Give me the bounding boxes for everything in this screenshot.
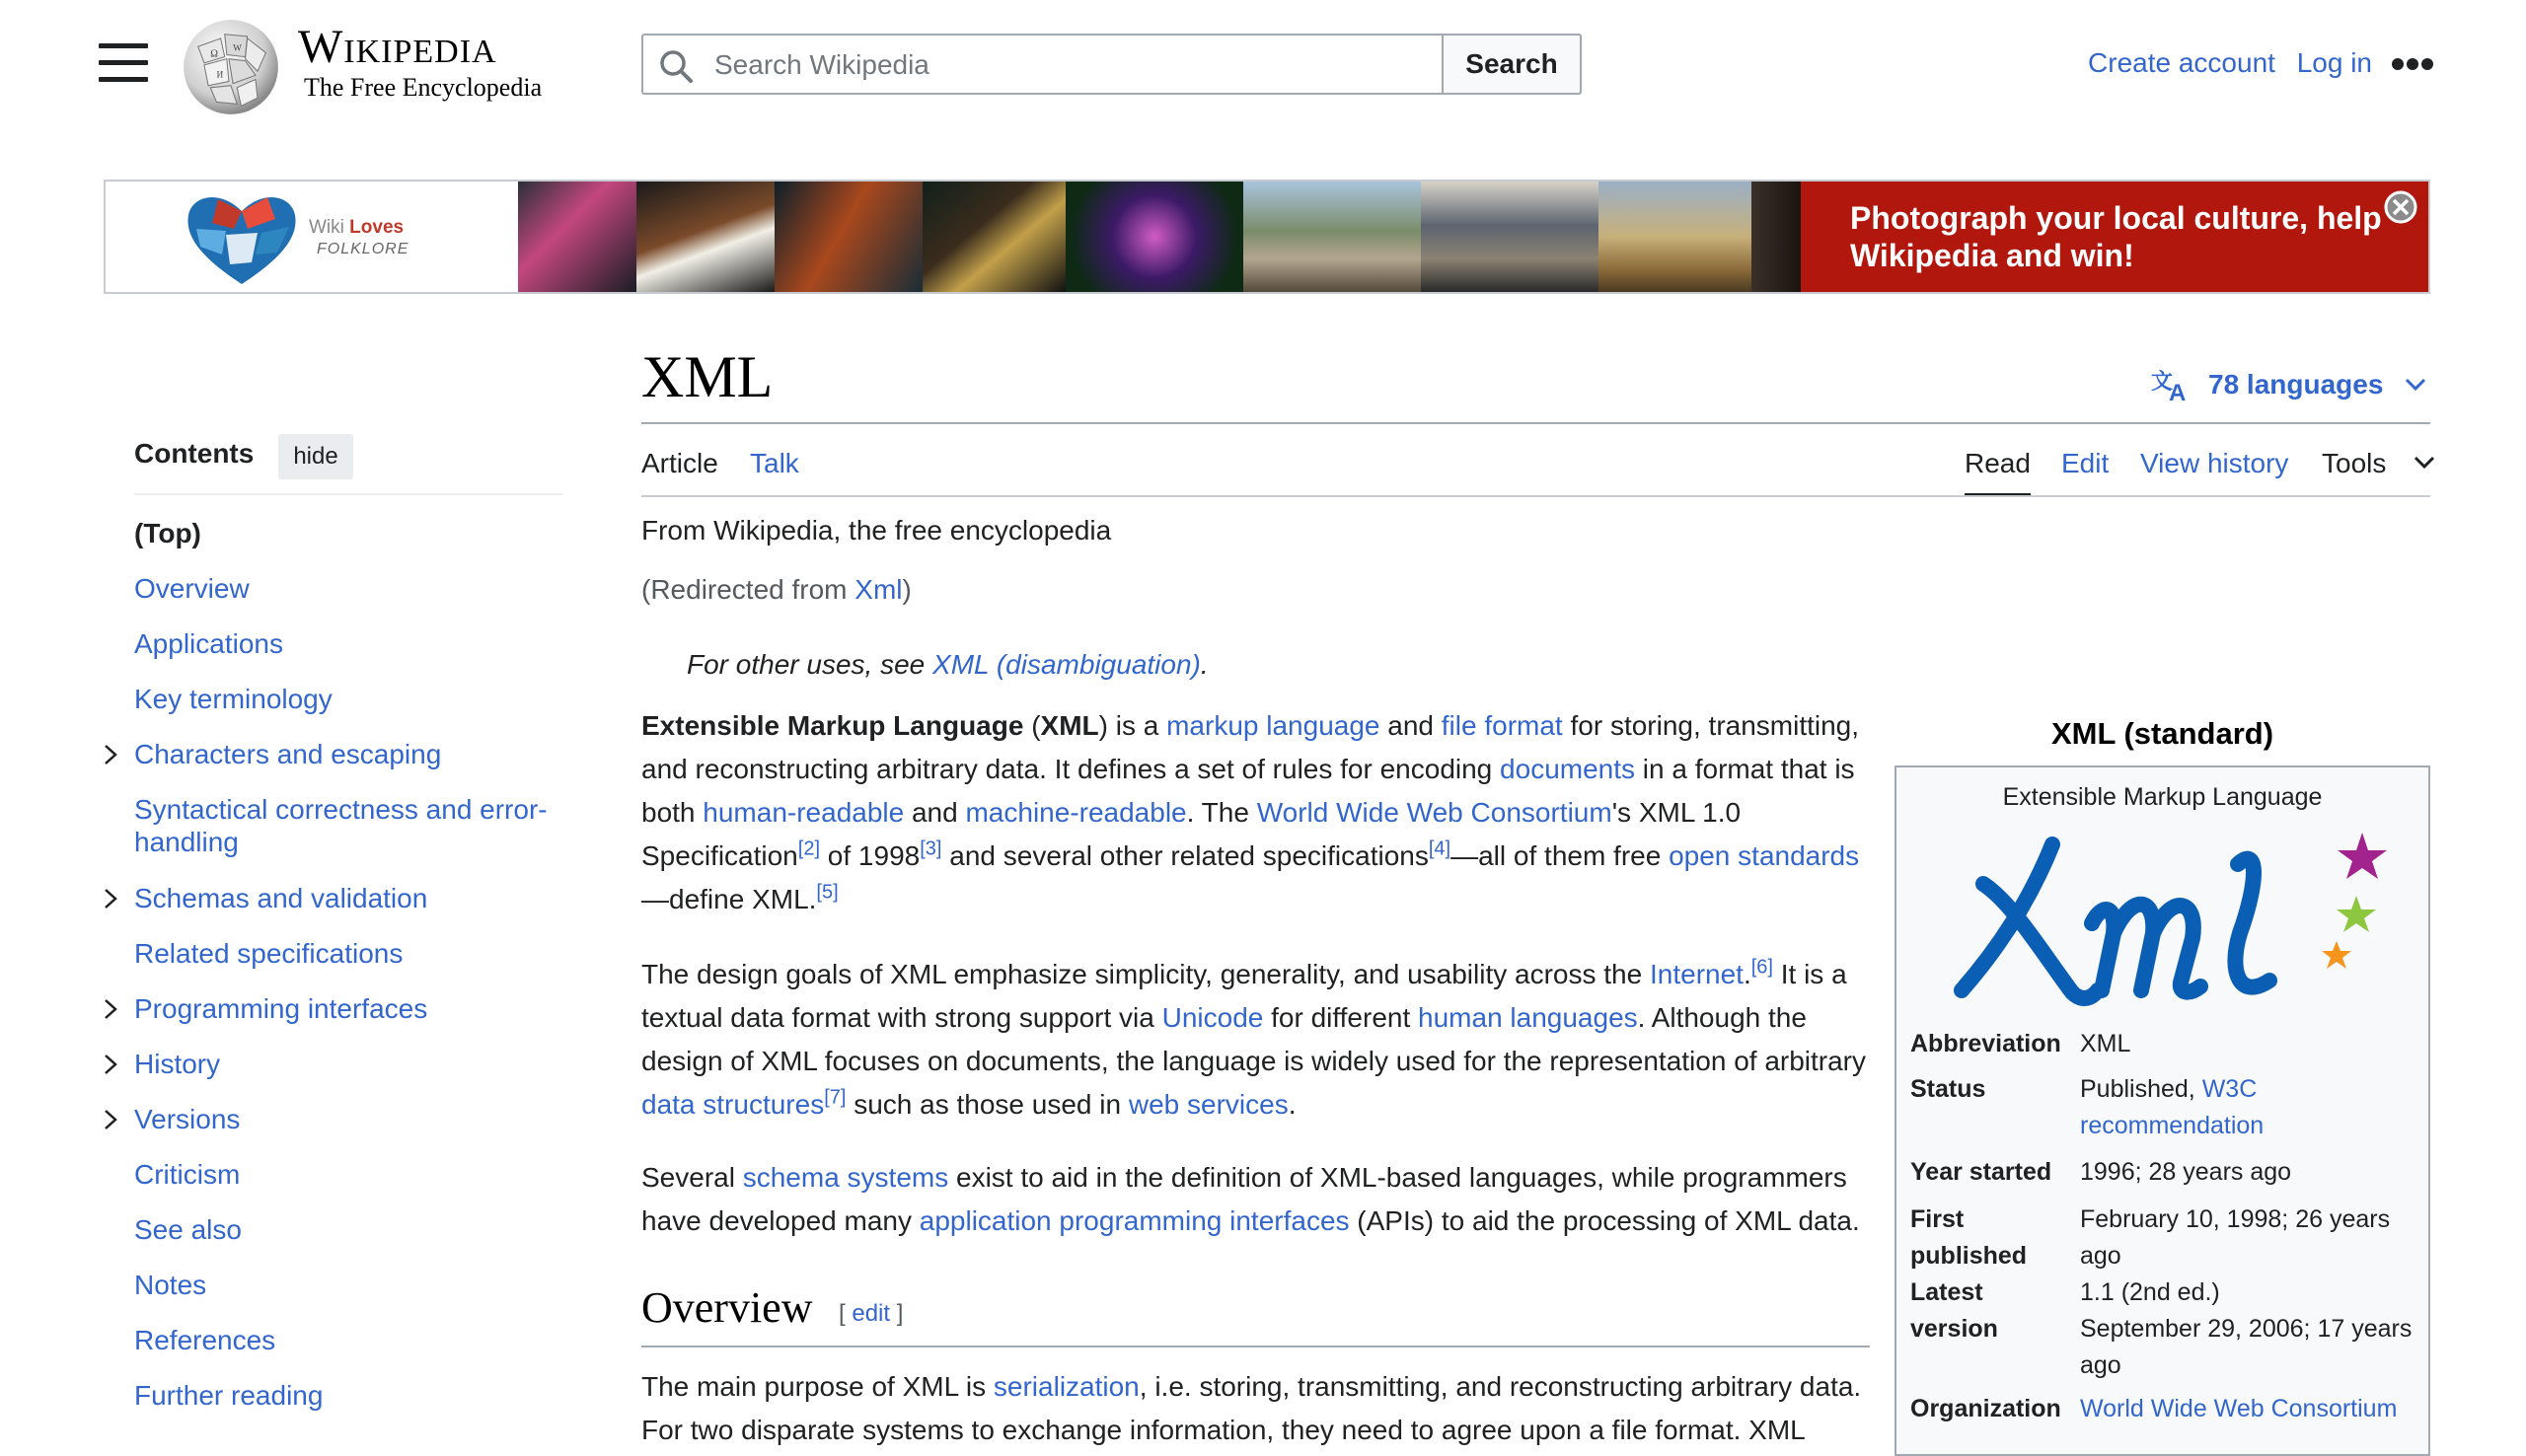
text: —all of them free [1450,840,1670,871]
hatnote [687,649,1209,681]
text: . The [1186,797,1257,828]
site-header [0,0,2526,138]
infobox-label-first-published: First published [1910,1205,2028,1270]
close-icon[interactable] [2383,189,2418,225]
chevron-down-icon [2405,378,2426,392]
toc-item-label: Applications [134,628,283,659]
chevron-right-icon[interactable] [103,1109,118,1130]
w3c-recommendation-link[interactable]: W3C recommendation [2080,1075,2265,1139]
banner-loves-text: Loves [349,217,405,238]
banner-call-to-action[interactable] [1801,182,2428,292]
hatnote-suffix: . [1200,649,1209,680]
text: of 1998 [820,840,921,871]
toc-header: Contents [134,438,255,469]
intro-paragraph-3 [641,1156,1875,1243]
menu-icon[interactable] [99,43,148,83]
infobox-value-latest-version [2080,1274,2420,1384]
edit-overview-link[interactable]: edit [852,1300,891,1327]
link-web-services[interactable]: web services [1128,1089,1289,1120]
edit-bracket-open: [ [839,1300,853,1327]
chevron-right-icon[interactable] [103,744,118,765]
overview-paragraph [641,1365,1875,1452]
toc-item-label: Syntactical correctness and error-handling [134,794,548,857]
toc-item[interactable] [134,738,568,770]
text: such as those used in [846,1089,1129,1120]
tab-read[interactable]: Read [1965,448,2031,478]
svg-text:文: 文 [2151,370,2174,395]
toc-item[interactable] [134,1048,568,1080]
redirect-prefix: (Redirected from [641,574,855,605]
link-machine-readable[interactable]: machine-readable [965,797,1187,828]
link-unicode[interactable]: Unicode [1161,1002,1264,1033]
infobox-title: XML (standard) [2050,716,2274,751]
text: It is a textual data format with strong support via [641,959,1847,1033]
puzzle-heart-icon [183,189,301,288]
reference-4[interactable]: [4] [1428,837,1451,860]
search-icon [659,49,693,83]
reference-6[interactable]: [6] [1750,956,1773,979]
toc-item-label: Versions [134,1104,241,1134]
text: ) is a [1098,710,1167,741]
translate-icon [2151,367,2194,402]
banner-photo-strip [518,182,1801,292]
text: exist to aid in the definition of XML-based languages, while programmers have developed many [641,1162,1847,1236]
redirect-suffix: ) [902,574,912,605]
toc-item[interactable] [134,627,568,660]
toc-item[interactable] [134,1324,568,1356]
search-input[interactable] [712,41,1447,89]
link-open-standards[interactable]: open standards [1669,840,1860,871]
status-text: Published, [2080,1075,2202,1103]
toc-item-label: Criticism [134,1159,241,1190]
banner-photo [923,182,1066,292]
latest-version-number: 1.1 (2nd ed.) [2080,1278,2220,1306]
page-tabs [641,442,2430,497]
text: The design goals of XML emphasize simplicity, generality, and usability across the [641,959,1650,989]
toc-divider [134,493,562,495]
infobox-label-organization: Organization [1910,1395,2061,1422]
bold-term: XML [1040,710,1099,741]
section-edit-link [839,1300,903,1328]
link-serialization[interactable]: serialization [993,1371,1140,1402]
tab-talk[interactable]: Talk [750,448,799,478]
svg-text:W: W [233,43,242,54]
banner-photo [775,182,923,292]
text: —define XML. [641,884,817,914]
hatnote-prefix: For other uses, see [687,649,933,680]
wikipedia-wordmark[interactable] [298,22,542,103]
banner-photo [1243,182,1421,292]
link-documents[interactable]: documents [1500,754,1636,784]
reference-5[interactable]: [5] [816,881,839,904]
banner-photo [1751,182,1801,292]
banner-photo [518,182,636,292]
log-in-link[interactable]: Log in [2296,47,2372,78]
campaign-banner[interactable] [104,180,2430,294]
toc-item[interactable] [134,992,568,1025]
create-account-link[interactable]: Create account [2088,47,2275,78]
link-data-structures[interactable]: data structures [641,1089,825,1120]
banner-logo [106,182,518,292]
wordmark-title: Wikipedia [298,21,497,73]
link-apis[interactable]: application programming interfaces [919,1205,1350,1236]
text: ( [1023,710,1041,741]
bold-term: Extensible Markup Language [641,710,1024,741]
toc-item[interactable] [134,937,568,970]
toc-item-label: Related specifications [134,938,404,969]
wordmark-tagline: The Free Encyclopedia [304,73,543,102]
tabs-divider [641,495,2430,497]
banner-cta-text: Photograph your local culture, help Wikipedia and win! [1850,200,2382,273]
infobox-value-abbreviation: XML [2080,1030,2131,1057]
text: , i.e. storing, transmitting, and reconstructing arbitrary data. For two disparate systems to exchange information, they need to agree upon a file format. XML [641,1371,1862,1445]
infobox-value-status [2080,1071,2420,1144]
edit-bracket-close: ] [890,1300,904,1327]
toc-item-label: History [134,1049,221,1079]
intro-paragraph-2 [641,953,1875,1127]
toc-item-label: References [134,1325,276,1355]
section-heading-overview: Overview [641,1283,813,1332]
toc-item-label: (Top) [134,518,201,548]
tab-article[interactable]: Article [641,448,718,478]
toc-item-label: Characters and escaping [134,739,442,769]
redirect-notice [641,574,912,606]
banner-photo [1421,182,1598,292]
language-button[interactable] [2151,367,2426,402]
infobox-label-latest-version: Latest version [1910,1278,1998,1343]
user-links [2074,47,2372,79]
infobox-caption: Extensible Markup Language [2002,783,2323,811]
link-markup-language[interactable]: markup language [1166,710,1380,741]
page-title: XML [641,344,774,409]
svg-text:A: A [2169,380,2187,402]
reference-3[interactable]: [3] [920,837,942,860]
tab-view-history[interactable]: View history [2140,448,2289,478]
tab-tools[interactable]: Tools [2322,448,2387,478]
ellipsis-icon[interactable] [2391,57,2434,71]
chevron-right-icon[interactable] [103,888,118,910]
text: for different [1263,1002,1419,1033]
toc-item-label: Schemas and validation [134,883,428,913]
banner-photo [1066,182,1243,292]
toc-item[interactable] [134,683,568,715]
toc-item[interactable] [134,1103,568,1135]
redirect-link[interactable]: Xml [854,574,903,605]
infobox-value-organization [2080,1391,2420,1427]
toc-item[interactable] [134,517,568,549]
chevron-down-icon[interactable] [2414,456,2435,470]
banner-wiki-loves [309,217,404,239]
toc-item[interactable] [134,1379,568,1412]
link-schema-systems[interactable]: schema systems [742,1162,949,1193]
latest-version-date: September 29, 2006; 17 years ago [2080,1315,2413,1379]
toc-item-label: Key terminology [134,684,333,714]
toc-item[interactable] [134,1213,568,1246]
banner-photo [1598,182,1751,292]
reference-7[interactable]: [7] [824,1086,847,1109]
infobox-value-year-started: 1996; 28 years ago [2080,1158,2292,1186]
w3c-organization-link[interactable]: World Wide Web Consortium [2080,1395,2398,1422]
toc-item[interactable] [134,882,568,914]
xml-logo[interactable] [1944,825,2398,1012]
tab-edit[interactable]: Edit [2061,448,2110,478]
banner-wiki-text: Wiki [309,217,344,238]
site-tagline: From Wikipedia, the free encyclopedia [641,515,1112,546]
link-file-format[interactable]: file format [1441,710,1563,741]
text: in a format that is both [641,754,1855,828]
toc-item-label: Overview [134,573,250,604]
infobox-label-abbreviation: Abbreviation [1910,1030,2061,1057]
search-button[interactable]: Search [1442,34,1582,95]
toc-item[interactable] [134,793,568,858]
link-human-languages[interactable]: human languages [1418,1002,1638,1033]
text: and several other related specifications [941,840,1429,871]
wikipedia-globe-logo[interactable] [180,16,282,118]
infobox-value-first-published: February 10, 1998; 26 years ago [2080,1205,2391,1270]
chevron-right-icon[interactable] [103,998,118,1020]
text: for storing, transmitting, and reconstructing arbitrary data. It defines a set of rules for encoding [641,710,1860,784]
toc-item[interactable] [134,572,568,605]
intro-paragraph-1 [641,704,1875,921]
reference-2[interactable]: [2] [797,837,821,860]
infobox-label-year-started: Year started [1910,1158,2052,1186]
toc-item[interactable] [134,1269,568,1301]
text: The main purpose of XML is [641,1371,994,1402]
text: 's XML 1.0 Specification [641,797,1742,871]
infobox [1894,765,2430,1456]
toc-item-label: Notes [134,1270,207,1300]
section-divider [641,1346,1870,1347]
toc-item-label: Further reading [134,1380,324,1411]
svg-text:Ω: Ω [210,48,218,60]
toc-item-label: See also [134,1214,242,1245]
text: . [1288,1089,1297,1120]
text: and [904,797,966,828]
toc-item[interactable] [134,1158,568,1191]
toc-item-label: Programming interfaces [134,993,428,1024]
text: and [1379,710,1442,741]
search-box [641,34,1582,95]
link-human-readable[interactable]: human-readable [703,797,905,828]
text: . [1743,959,1751,989]
banner-folklore-text: FOLKLORE [317,241,409,257]
hatnote-link[interactable]: XML (disambiguation) [932,649,1201,680]
link-w3c[interactable]: World Wide Web Consortium [1256,797,1612,828]
svg-text:И: И [216,70,224,81]
link-internet[interactable]: Internet [1649,959,1744,989]
chevron-right-icon[interactable] [103,1054,118,1075]
toc-hide-button[interactable]: hide [278,434,353,479]
text: (APIs) to aid the processing of XML data. [1349,1205,1860,1236]
title-divider [641,422,2430,424]
text: Several [641,1162,743,1193]
text: . Although the design of XML focuses on documents, the language is widely used for the representation of arbitrary [641,1002,1867,1076]
banner-photo [636,182,775,292]
language-count: 78 languages [2208,369,2384,400]
infobox-label-status: Status [1910,1075,1986,1103]
